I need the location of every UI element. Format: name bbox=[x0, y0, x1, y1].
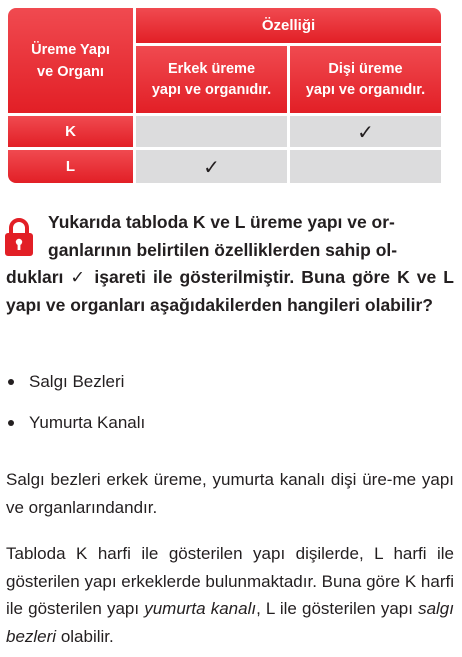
cell-k-female bbox=[290, 116, 441, 147]
explanation-paragraph-2: Tabloda K harfi ile gösterilen yapı dişilerde, L harfi ile gösterilen yapı erkeklerde bulunmaktadır. Buna göre K harfi ile gösterilen yapı yumurta kanalı, L ile gösterilen yapı salgı bezleri olabilir. bbox=[6, 544, 454, 646]
header-female-structure: Dişi üreme yapı ve organıdır. bbox=[290, 46, 441, 113]
question-text-continued: dukları ✓ işareti ile gösterilmiştir. Buna göre K ve L yapı ve organları aşağıdakilerden hangileri olabilir? bbox=[6, 267, 454, 315]
list-item: Salgı Bezleri bbox=[6, 369, 145, 395]
explanation-paragraph-1: Salgı bezleri erkek üreme, yumurta kanalı dişi üre-me yapı ve organlarındandır. bbox=[6, 470, 454, 517]
bullet-icon bbox=[8, 420, 14, 426]
bullet-icon bbox=[8, 379, 14, 385]
header-reproductive-structure: Üreme Yapı ve Organı bbox=[8, 8, 133, 113]
cell-l-female bbox=[290, 150, 441, 183]
traits-table bbox=[8, 8, 441, 183]
lock-icon bbox=[4, 217, 34, 257]
header-male-structure: Erkek üreme yapı ve organıdır. bbox=[136, 46, 287, 113]
question-text: Yukarıda tabloda K ve L üreme yapı ve or- ganlarının belirtilen özelliklerden sahip ol- bbox=[48, 212, 398, 260]
row-label-k: K bbox=[8, 116, 133, 147]
list-item: Yumurta Kanalı bbox=[6, 410, 145, 436]
check-mark: ✓ bbox=[357, 119, 374, 144]
header-property: Özelliği bbox=[136, 8, 441, 43]
options-list bbox=[6, 369, 145, 451]
check-mark: ✓ bbox=[203, 154, 220, 179]
row-label-l: L bbox=[8, 150, 133, 183]
cell-l-male bbox=[136, 150, 287, 183]
cell-k-male bbox=[136, 116, 287, 147]
